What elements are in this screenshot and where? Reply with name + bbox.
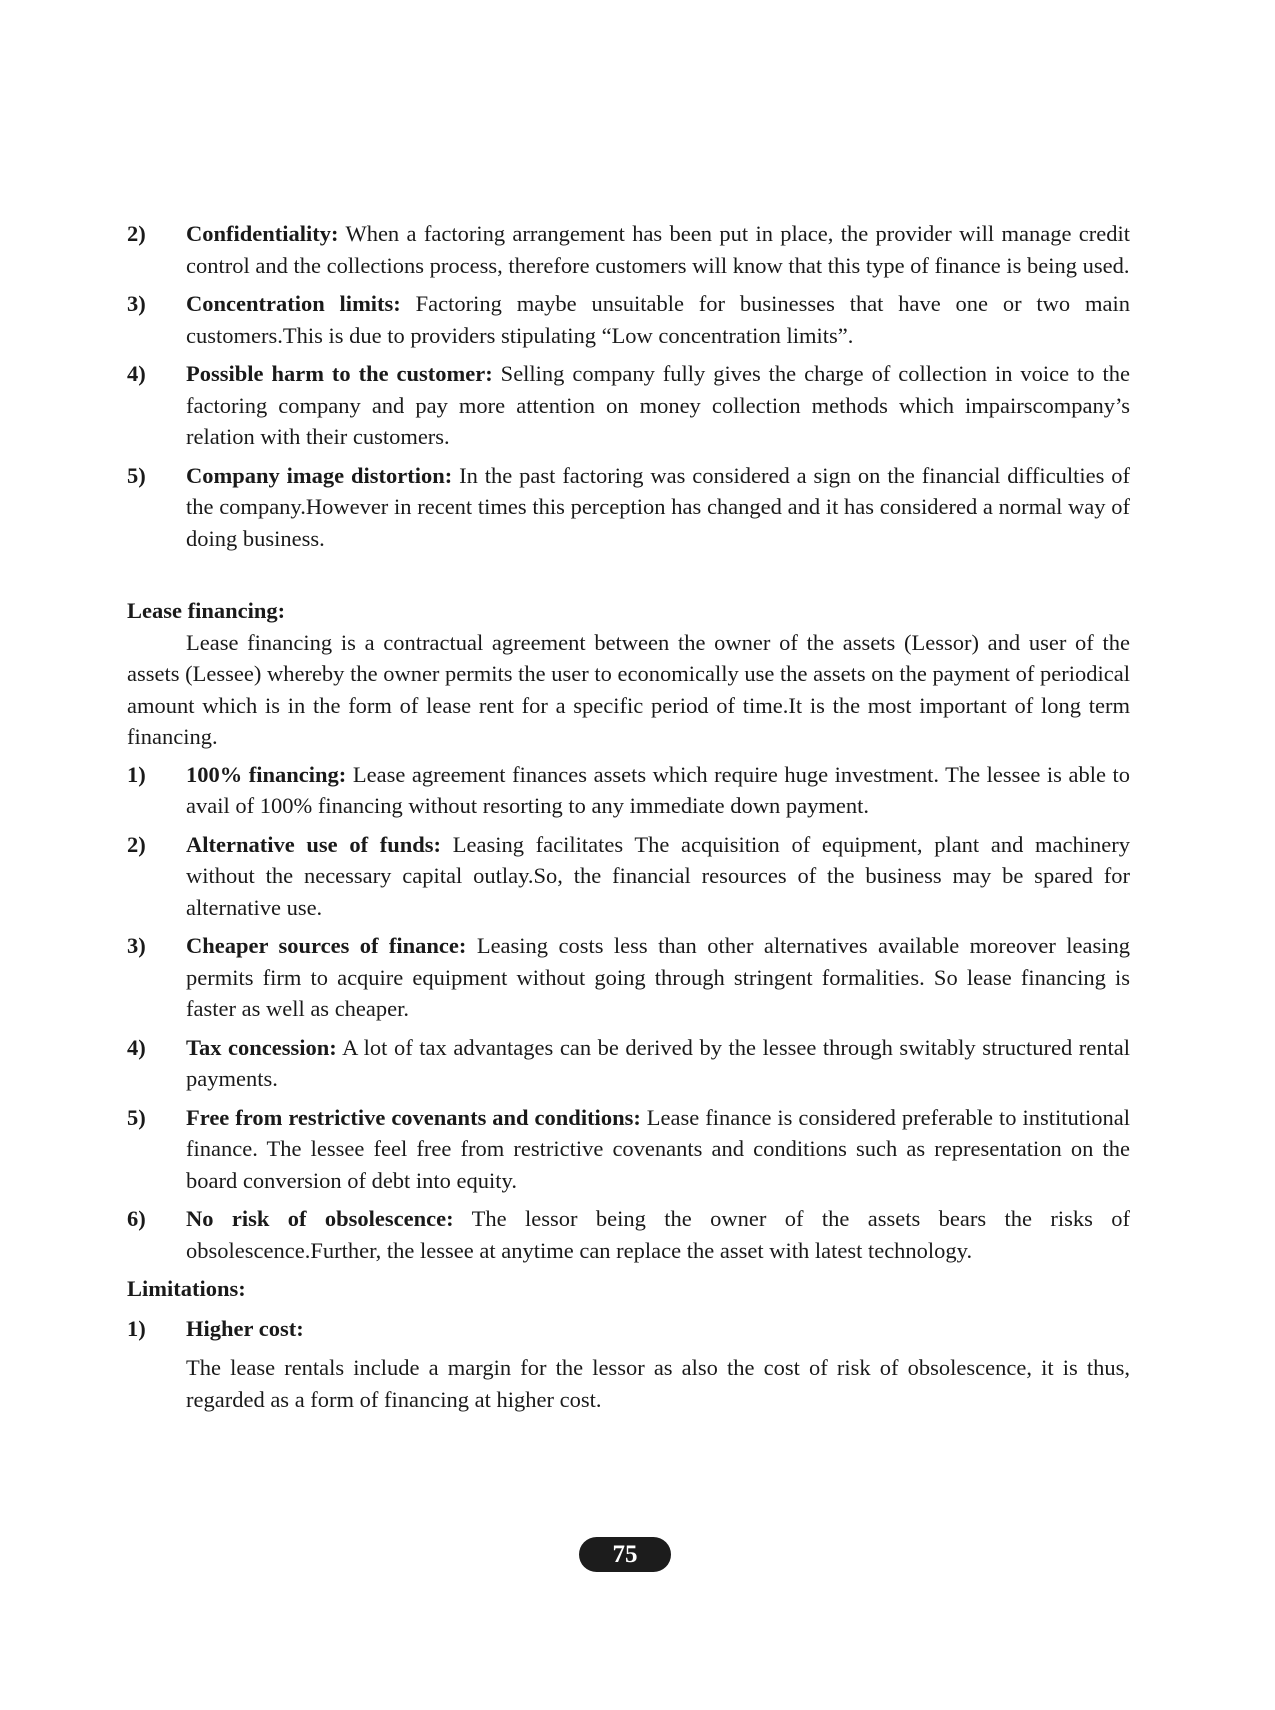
item-term: Tax concession:: [186, 1034, 337, 1060]
item-number: 5): [127, 462, 146, 488]
lease-item-4: [127, 1032, 1130, 1095]
item-text: A lot of tax advantages can be derived by the lessee through switably structured rental payments.: [186, 1034, 1130, 1091]
factoring-item-3: [127, 288, 1130, 351]
lease-financing-intro: Lease financing is a contractual agreement between the owner of the assets (Lessor) and user of the assets (Lessee) whereby the owner permits the user to economically use the assets on the payment of periodical amount which is in the form of lease rent for a specific period of time.It is the most important of long term financing.: [127, 629, 1130, 749]
item-text: Lease finance is considered preferable to institutional finance. The lessee feel free from restrictive covenants and conditions such as representation on the board conversion of debt into equity.: [186, 1104, 1130, 1193]
item-number: 4): [127, 361, 146, 386]
item-number: 6): [127, 1206, 146, 1231]
item-term: Possible harm to the customer:: [186, 361, 493, 386]
item-text: Selling company fully gives the charge of collection in voice to the factoring company and pay more attention on money collection methods which impairscompany’s relation with their customers.: [186, 361, 1130, 449]
item-number: 5): [127, 1104, 146, 1130]
item-number: 3): [127, 933, 146, 958]
lease-item-3: [127, 930, 1130, 1025]
limitation-item-1: [127, 1313, 1130, 1345]
item-term: Confidentiality:: [186, 221, 339, 246]
item-number: 1): [127, 761, 146, 787]
item-text: Factoring maybe unsuitable for businesses that have one or two main customers.This is due to providers stipulating “Low concentration limits”.: [186, 291, 1130, 348]
factoring-item-4: [127, 358, 1130, 453]
item-text: Leasing facilitates The acquisition of equipment, plant and machinery without the necessary capital outlay.So, the financial resources of the business may be spared for alternative use.: [186, 831, 1130, 920]
lease-item-6: [127, 1203, 1130, 1266]
item-number: 2): [127, 831, 146, 857]
item-term: Concentration limits:: [186, 291, 401, 316]
item-text: Lease agreement finances assets which require huge investment. The lessee is able to avail of 100% financing without resorting to any immediate down payment.: [186, 761, 1130, 818]
item-term: Free from restrictive covenants and conditions:: [186, 1104, 641, 1130]
item-term: Cheaper sources of finance:: [186, 933, 467, 958]
lease-financing-heading: Lease financing:: [127, 598, 286, 623]
item-term: 100% financing:: [186, 761, 347, 787]
lease-item-1: [127, 759, 1130, 822]
lease-item-5: [127, 1102, 1130, 1197]
factoring-item-5: [127, 460, 1130, 555]
item-number: 4): [127, 1034, 146, 1060]
item-text: In the past factoring was considered a sign on the financial difficulties of the company.However in recent times this perception has changed and it has considered a normal way of doing business.: [186, 462, 1130, 551]
item-text: The lessor being the owner of the assets bears the risks of obsolescence.Further, the lessee at anytime can replace the asset with latest technology.: [186, 1206, 1131, 1263]
item-term: Higher cost:: [186, 1315, 304, 1341]
item-text: When a factoring arrangement has been put in place, the provider will manage credit control and the collections process, therefore customers will know that this type of finance is being used.: [186, 221, 1130, 278]
lease-item-2: [127, 829, 1130, 924]
item-text: Leasing costs less than other alternatives available moreover leasing permits firm to acquire equipment without going through stringent formalities. So lease financing is faster as well as cheaper.: [186, 933, 1130, 1021]
item-term: Alternative use of funds:: [186, 831, 442, 857]
item-number: 3): [127, 291, 146, 316]
item-term: Company image distortion:: [186, 462, 453, 488]
factoring-item-2: [127, 218, 1130, 281]
limitation-item-1-text: The lease rentals include a margin for the lessor as also the cost of risk of obsolescence, it is thus, regarded as a form of financing at higher cost.: [186, 1355, 1130, 1412]
item-number: 1): [127, 1315, 146, 1341]
page-number-badge: 75: [579, 1537, 671, 1572]
page-content: [127, 218, 1130, 1415]
item-term: No risk of obsolescence:: [186, 1206, 454, 1231]
limitations-heading: Limitations:: [127, 1276, 246, 1301]
item-number: 2): [127, 221, 146, 246]
